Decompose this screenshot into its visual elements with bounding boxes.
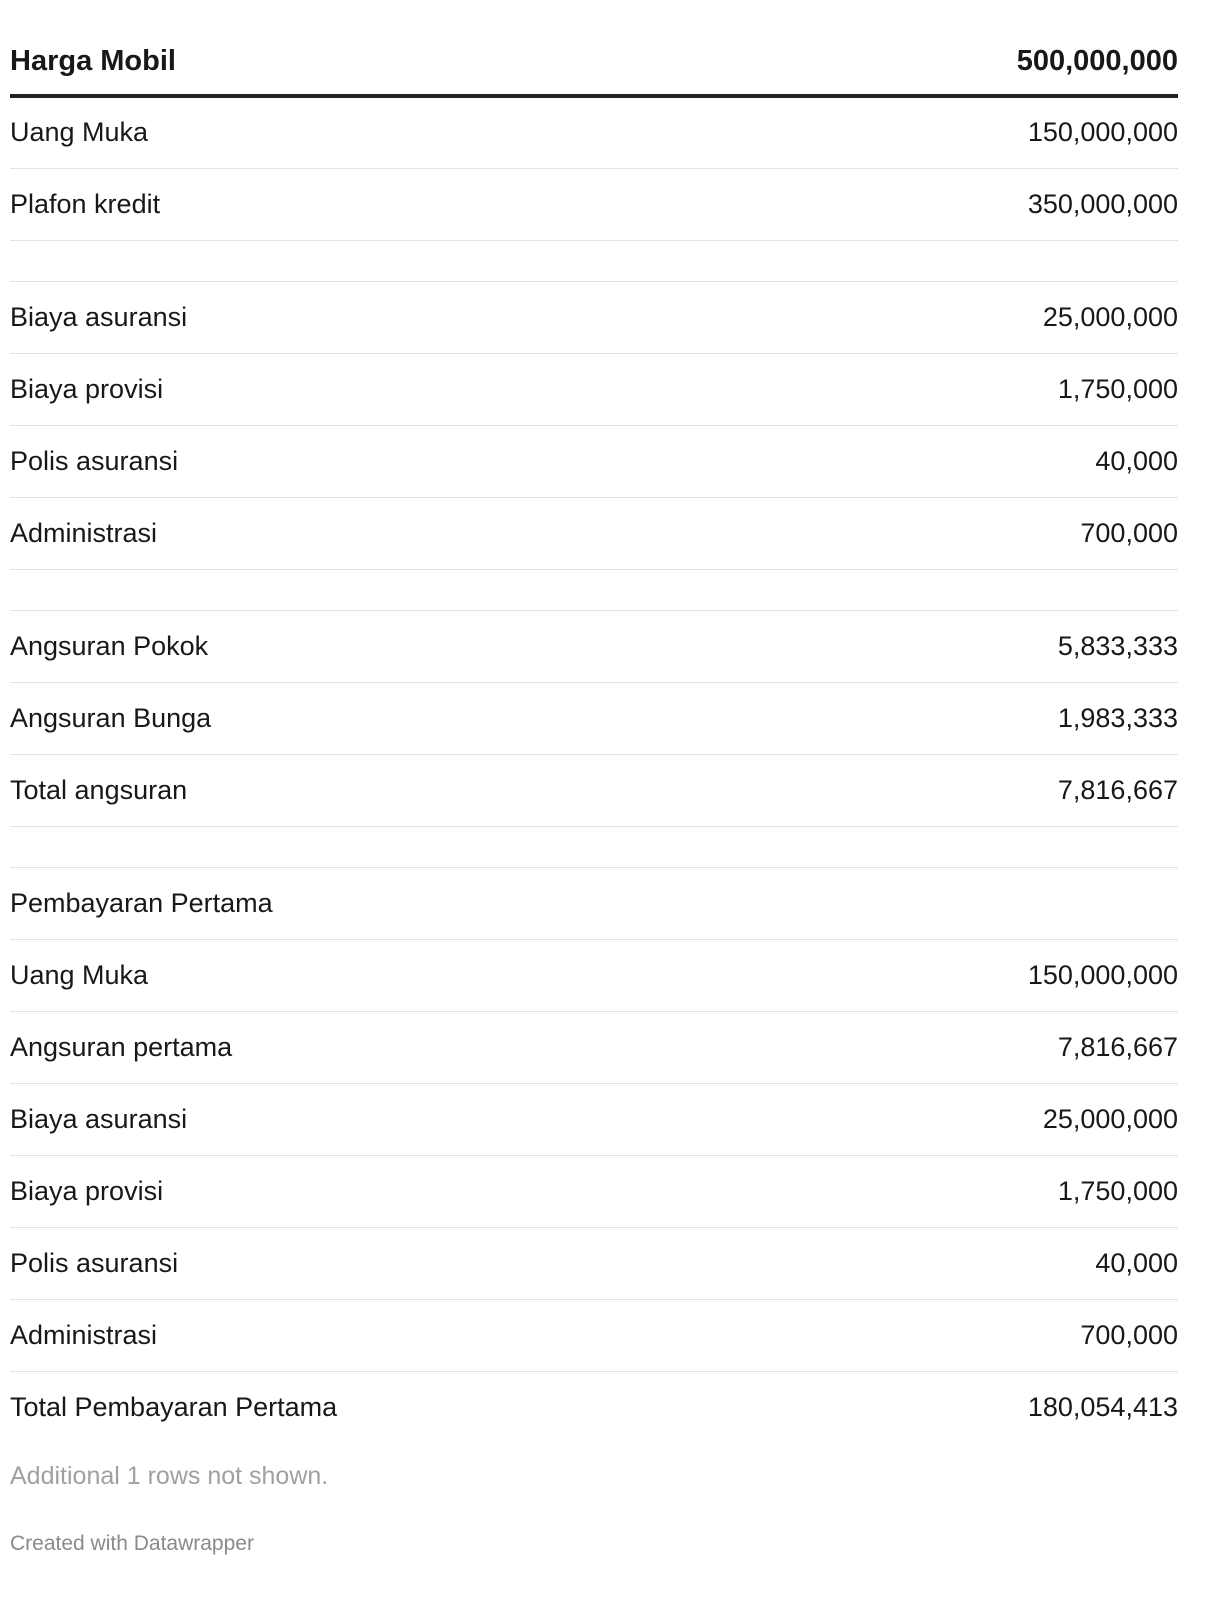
row-label: Uang Muka xyxy=(10,939,710,1011)
row-value: 40,000 xyxy=(710,1227,1178,1299)
row-label: Administrasi xyxy=(10,497,710,569)
row-label: Polis asuransi xyxy=(10,1227,710,1299)
table-row xyxy=(10,682,1178,754)
row-value: 1,983,333 xyxy=(710,682,1178,754)
row-label: Biaya provisi xyxy=(10,1155,710,1227)
row-value: 700,000 xyxy=(710,1299,1178,1371)
datawrapper-table xyxy=(10,0,1178,1443)
row-label xyxy=(10,240,710,281)
table-row xyxy=(10,1227,1178,1299)
table-row xyxy=(10,1011,1178,1083)
row-value: 1,750,000 xyxy=(710,353,1178,425)
row-value: 150,000,000 xyxy=(710,96,1178,168)
header-value: 500,000,000 xyxy=(710,0,1178,96)
table-row xyxy=(10,867,1178,939)
table-row xyxy=(10,610,1178,682)
table-row xyxy=(10,497,1178,569)
table-row xyxy=(10,281,1178,353)
row-label: Biaya asuransi xyxy=(10,281,710,353)
row-value: 5,833,333 xyxy=(710,610,1178,682)
row-label: Angsuran Pokok xyxy=(10,610,710,682)
row-label: Total angsuran xyxy=(10,754,710,826)
table-row xyxy=(10,96,1178,168)
row-label: Angsuran Bunga xyxy=(10,682,710,754)
table-row xyxy=(10,353,1178,425)
datawrapper-credit: Created with Datawrapper xyxy=(10,1532,254,1555)
row-value: 25,000,000 xyxy=(710,281,1178,353)
row-label: Uang Muka xyxy=(10,96,710,168)
rows-not-shown-note: Additional 1 rows not shown. xyxy=(10,1462,329,1490)
table-row xyxy=(10,939,1178,1011)
row-label: Total Pembayaran Pertama xyxy=(10,1391,338,1422)
row-value: 1,750,000 xyxy=(710,1155,1178,1227)
row-value xyxy=(710,569,1178,610)
table-header-row xyxy=(10,0,1178,96)
row-value: 40,000 xyxy=(710,425,1178,497)
table-row xyxy=(10,425,1178,497)
row-label: Administrasi xyxy=(10,1299,710,1371)
row-label: Biaya asuransi xyxy=(10,1083,710,1155)
row-value xyxy=(710,826,1178,867)
row-value: 7,816,667 xyxy=(710,754,1178,826)
row-value xyxy=(710,240,1178,281)
row-value: 7,816,667 xyxy=(710,1011,1178,1083)
header-label: Harga Mobil xyxy=(10,0,710,96)
row-value: 180,054,413 xyxy=(1027,1391,1178,1422)
row-value: 25,000,000 xyxy=(710,1083,1178,1155)
row-label: Polis asuransi xyxy=(10,425,710,497)
table-row xyxy=(10,168,1178,240)
table-row-total xyxy=(10,1371,1178,1443)
row-label: Angsuran pertama xyxy=(10,1011,710,1083)
table-row-blank xyxy=(10,826,1178,867)
row-label: Pembayaran Pertama xyxy=(10,867,710,939)
row-label xyxy=(10,569,710,610)
table-row xyxy=(10,1083,1178,1155)
table-row xyxy=(10,754,1178,826)
row-label xyxy=(10,826,710,867)
table-row-blank xyxy=(10,569,1178,610)
loan-table xyxy=(10,0,1178,1443)
row-label: Plafon kredit xyxy=(10,168,710,240)
row-value xyxy=(710,867,1178,939)
row-label: Biaya provisi xyxy=(10,353,710,425)
table-row xyxy=(10,1299,1178,1371)
table-row-blank xyxy=(10,240,1178,281)
table-row xyxy=(10,1155,1178,1227)
row-value: 350,000,000 xyxy=(710,168,1178,240)
row-value: 150,000,000 xyxy=(710,939,1178,1011)
row-value: 700,000 xyxy=(710,497,1178,569)
